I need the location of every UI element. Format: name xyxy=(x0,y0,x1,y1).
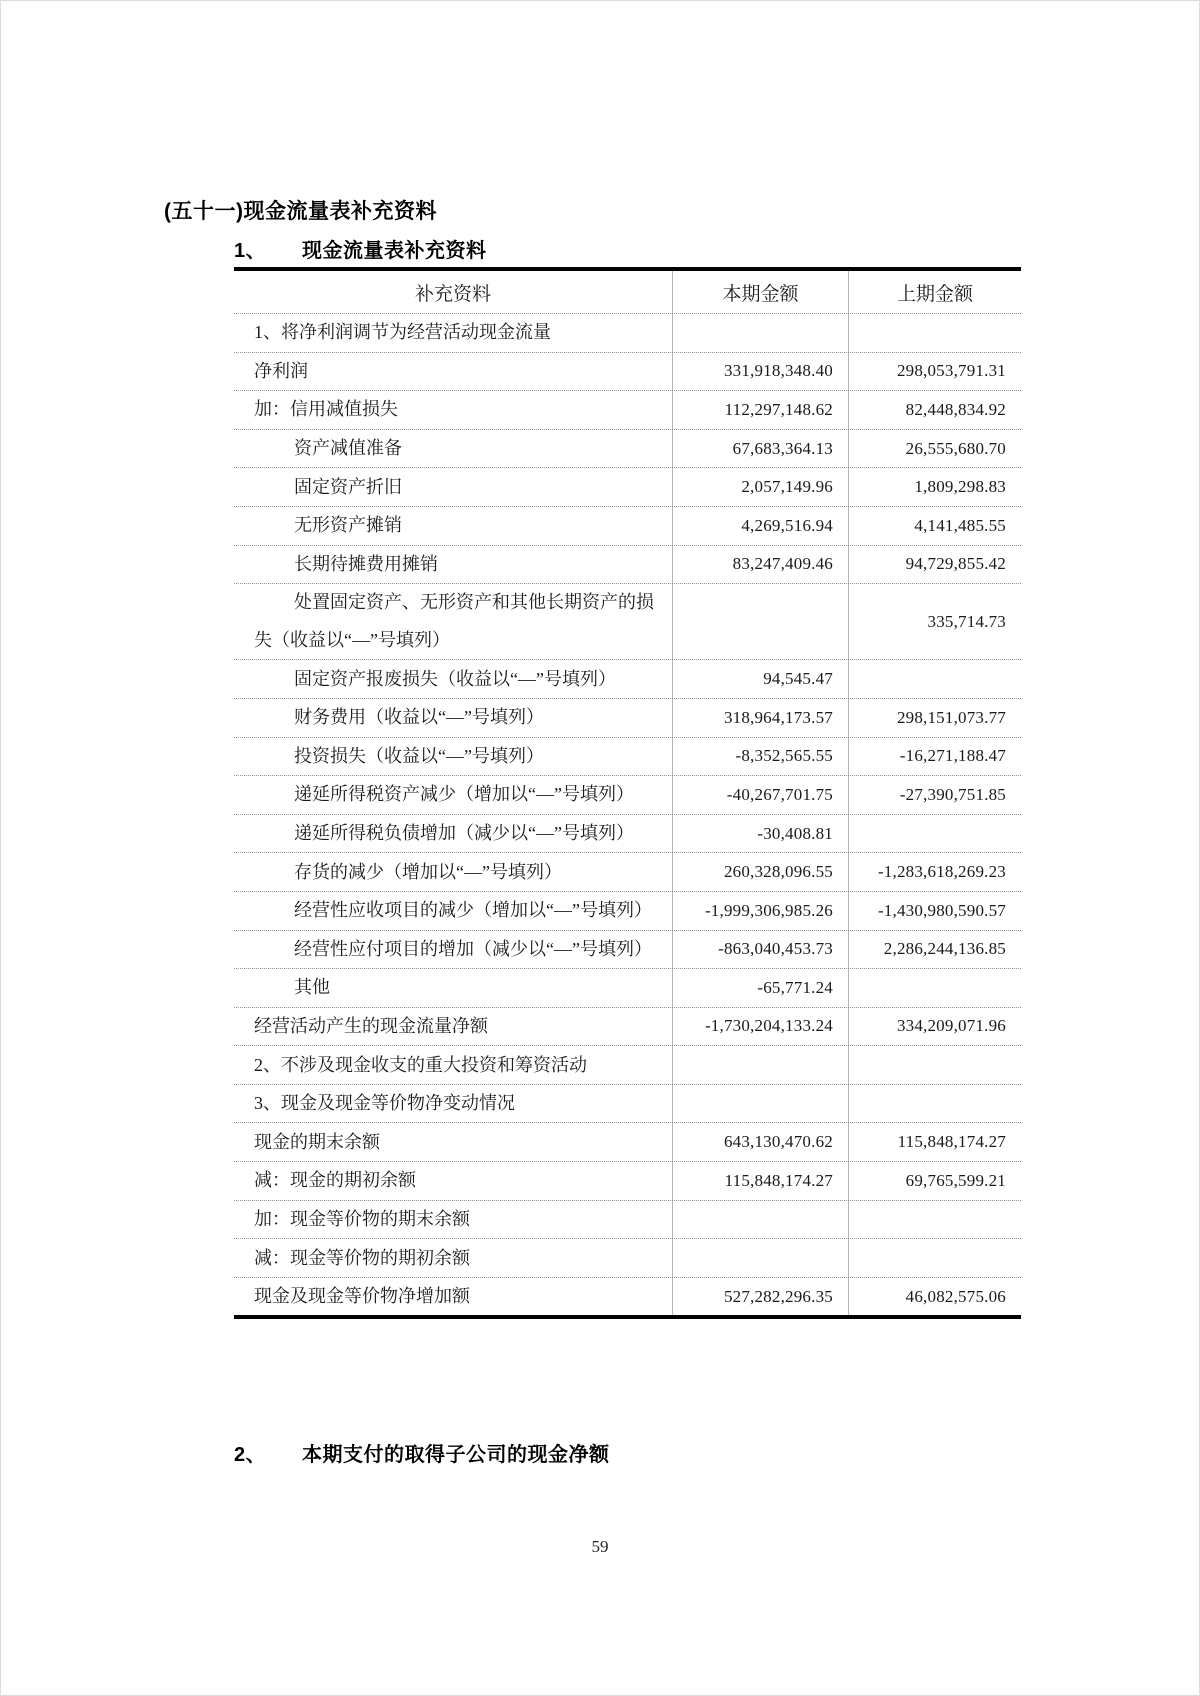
column-header-current-period: 本期金额 xyxy=(673,271,849,313)
row-prior-amount: 69,765,599.21 xyxy=(905,1170,1006,1190)
row-current-amount: 67,683,364.13 xyxy=(673,430,849,468)
row-label: 现金的期末余额 xyxy=(234,1123,673,1161)
row-prior-amount: 1,809,298.83 xyxy=(914,477,1006,497)
row-label: 1、将净利润调节为经营活动现金流量 xyxy=(234,314,673,352)
row-prior-amount xyxy=(849,815,1021,853)
row-prior-amount: -27,390,751.85 xyxy=(899,784,1006,804)
row-current-amount: 2,057,149.96 xyxy=(673,468,849,506)
row-prior-amount xyxy=(849,314,1021,352)
row-current-amount: 527,282,296.35 xyxy=(673,1278,849,1316)
row-current-amount: 318,964,173.57 xyxy=(673,699,849,737)
subsection-number: 1、 xyxy=(234,240,267,262)
row-label: 经营活动产生的现金流量净额 xyxy=(234,1008,673,1046)
row-label: 加：现金等价物的期末余额 xyxy=(234,1201,673,1239)
table-row xyxy=(234,738,1021,777)
row-label: 减：现金的期初余额 xyxy=(234,1162,673,1200)
row-prior-amount xyxy=(849,1046,1021,1084)
row-prior-amount: 298,053,791.31 xyxy=(896,361,1006,381)
row-label: 投资损失（收益以“—”号填列） xyxy=(234,738,673,776)
row-current-amount: -863,040,453.73 xyxy=(673,931,849,969)
table-header-row xyxy=(234,271,1021,314)
row-label: 固定资产报废损失（收益以“—”号填列） xyxy=(234,660,673,698)
row-prior-amount: 2,286,244,136.85 xyxy=(883,939,1006,959)
row-prior-amount xyxy=(849,1201,1021,1239)
row-label: 加：信用减值损失 xyxy=(234,391,673,429)
row-prior-amount xyxy=(849,969,1021,1007)
section-title: (五十一)现金流量表补充资料 xyxy=(164,200,437,223)
table-row xyxy=(234,1046,1021,1085)
table-row xyxy=(234,892,1021,931)
row-prior-amount: 334,209,071.96 xyxy=(896,1016,1006,1036)
row-label: 3、现金及现金等价物净变动情况 xyxy=(234,1085,673,1123)
row-prior-amount: 94,729,855.42 xyxy=(905,554,1006,574)
row-current-amount: -65,771.24 xyxy=(673,969,849,1007)
row-prior-amount: 335,714.73 xyxy=(927,611,1006,631)
table-row xyxy=(234,776,1021,815)
column-header-item: 补充资料 xyxy=(234,271,673,313)
row-label: 存货的减少（增加以“—”号填列） xyxy=(234,853,673,891)
next-subsection-title xyxy=(234,1438,610,1467)
row-current-amount: -8,352,565.55 xyxy=(673,738,849,776)
row-label: 资产减值准备 xyxy=(234,430,673,468)
row-label: 经营性应付项目的增加（减少以“—”号填列） xyxy=(234,931,673,969)
row-current-amount: 4,269,516.94 xyxy=(673,507,849,545)
row-current-amount: 83,247,409.46 xyxy=(673,546,849,584)
row-prior-amount xyxy=(849,1239,1021,1277)
subsection-title xyxy=(234,234,487,263)
table-row xyxy=(234,353,1021,392)
next-subsection-number: 2、 xyxy=(234,1444,267,1466)
row-prior-amount: 46,082,575.06 xyxy=(905,1286,1006,1306)
row-current-amount: 260,328,096.55 xyxy=(673,853,849,891)
row-label: 现金及现金等价物净增加额 xyxy=(234,1278,673,1316)
row-prior-amount: 26,555,680.70 xyxy=(905,438,1006,458)
table-row xyxy=(234,1008,1021,1047)
table-row xyxy=(234,1278,1021,1316)
table-row xyxy=(234,1201,1021,1240)
row-current-amount xyxy=(673,314,849,352)
row-current-amount: -30,408.81 xyxy=(673,815,849,853)
cash-flow-supplement-table xyxy=(234,267,1021,1319)
row-current-amount: 115,848,174.27 xyxy=(673,1162,849,1200)
next-subsection-label: 本期支付的取得子公司的现金净额 xyxy=(302,1444,610,1466)
row-current-amount xyxy=(673,1046,849,1084)
row-prior-amount xyxy=(849,1085,1021,1123)
row-label: 经营性应收项目的减少（增加以“—”号填列） xyxy=(234,892,673,930)
table-row xyxy=(234,1085,1021,1124)
row-prior-amount: 4,141,485.55 xyxy=(914,515,1006,535)
row-current-amount: 112,297,148.62 xyxy=(673,391,849,429)
row-label: 处置固定资产、无形资产和其他长期资产的损失（收益以“—”号填列） xyxy=(234,584,673,659)
row-current-amount: -1,999,306,985.26 xyxy=(673,892,849,930)
table-rows xyxy=(234,314,1021,1315)
row-current-amount: 331,918,348.40 xyxy=(673,353,849,391)
row-current-amount: 94,545.47 xyxy=(673,660,849,698)
table-row xyxy=(234,468,1021,507)
subsection-label: 现金流量表补充资料 xyxy=(302,240,487,262)
row-label: 减：现金等价物的期初余额 xyxy=(234,1239,673,1277)
table-row xyxy=(234,1123,1021,1162)
row-current-amount: -40,267,701.75 xyxy=(673,776,849,814)
row-prior-amount: 115,848,174.27 xyxy=(897,1132,1006,1152)
table-row xyxy=(234,314,1021,353)
row-label: 净利润 xyxy=(234,353,673,391)
table-row xyxy=(234,507,1021,546)
row-current-amount xyxy=(673,1239,849,1277)
row-prior-amount: -16,271,188.47 xyxy=(899,746,1006,766)
table-row xyxy=(234,969,1021,1008)
row-prior-amount: -1,430,980,590.57 xyxy=(877,900,1006,920)
table-row xyxy=(234,699,1021,738)
row-label: 无形资产摊销 xyxy=(234,507,673,545)
table-row xyxy=(234,931,1021,970)
table-row xyxy=(234,660,1021,699)
row-label: 财务费用（收益以“—”号填列） xyxy=(234,699,673,737)
table-row xyxy=(234,584,1021,660)
row-prior-amount: 298,151,073.77 xyxy=(896,707,1006,727)
table-row xyxy=(234,546,1021,585)
table-row xyxy=(234,853,1021,892)
table-row xyxy=(234,815,1021,854)
table-row xyxy=(234,391,1021,430)
row-label: 固定资产折旧 xyxy=(234,468,673,506)
row-current-amount xyxy=(673,1085,849,1123)
row-current-amount: -1,730,204,133.24 xyxy=(673,1008,849,1046)
row-label: 长期待摊费用摊销 xyxy=(234,546,673,584)
row-prior-amount: 82,448,834.92 xyxy=(905,399,1006,419)
row-prior-amount xyxy=(849,660,1021,698)
row-label: 其他 xyxy=(234,969,673,1007)
row-prior-amount: -1,283,618,269.23 xyxy=(877,862,1006,882)
row-current-amount xyxy=(673,584,849,659)
table-row xyxy=(234,1162,1021,1201)
table-row xyxy=(234,1239,1021,1278)
column-header-prior-period: 上期金额 xyxy=(896,283,973,305)
row-label: 递延所得税负债增加（减少以“—”号填列） xyxy=(234,815,673,853)
row-current-amount: 643,130,470.62 xyxy=(673,1123,849,1161)
row-label: 递延所得税资产减少（增加以“—”号填列） xyxy=(234,776,673,814)
table-row xyxy=(234,430,1021,469)
row-current-amount xyxy=(673,1201,849,1239)
page-number: 59 xyxy=(591,1537,609,1556)
row-label: 2、不涉及现金收支的重大投资和筹资活动 xyxy=(234,1046,673,1084)
